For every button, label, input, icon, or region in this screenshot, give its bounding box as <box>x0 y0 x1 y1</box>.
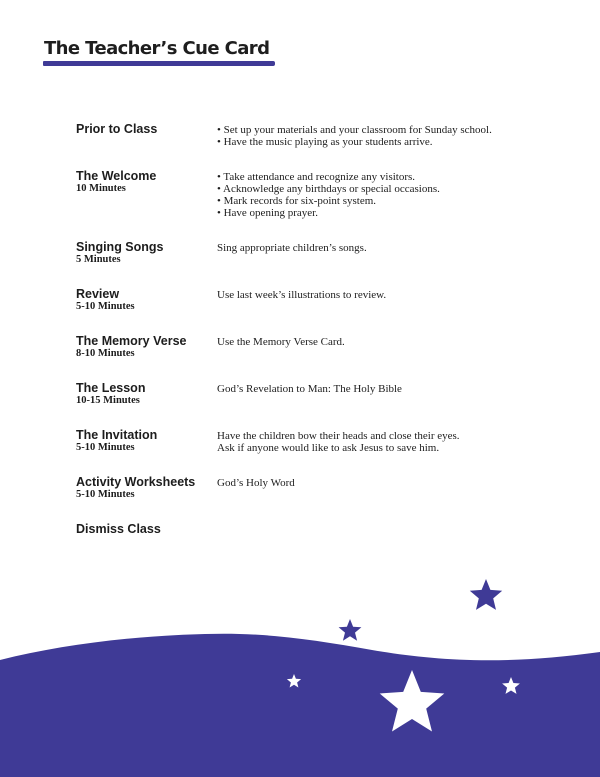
row-duration: 10-15 Minutes <box>76 395 140 406</box>
description-line: • Set up your materials and your classroom for Sunday school. <box>217 124 492 136</box>
description-line: Use last week’s illustrations to review. <box>217 289 387 301</box>
row-description <box>217 242 517 254</box>
description-line: God’s Holy Word <box>217 477 295 489</box>
description-line: • Have opening prayer. <box>217 207 318 219</box>
row-duration: 10 Minutes <box>76 183 126 194</box>
title-underline <box>43 61 275 66</box>
row-duration: 8-10 Minutes <box>76 348 135 359</box>
description-line: • Acknowledge any birthdays or special occasions. <box>217 183 440 195</box>
description-line: Sing appropriate children’s songs. <box>217 242 367 254</box>
row-description <box>217 336 517 348</box>
description-line: Have the children bow their heads and close their eyes. <box>217 430 460 442</box>
description-line: Use the Memory Verse Card. <box>217 336 345 348</box>
row-heading: The Welcome <box>76 169 157 183</box>
row-description <box>217 171 517 219</box>
row-description <box>217 383 517 395</box>
description-line: • Take attendance and recognize any visitors. <box>217 171 416 183</box>
row-heading: The Lesson <box>76 381 146 395</box>
row-heading: The Invitation <box>76 428 158 442</box>
row-heading: Singing Songs <box>76 240 164 254</box>
row-heading: Prior to Class <box>76 122 158 136</box>
page-title: The Teacher’s Cue Card <box>44 38 270 59</box>
row-description <box>217 430 517 454</box>
row-heading: Dismiss Class <box>76 522 161 536</box>
row-duration: 5-10 Minutes <box>76 489 135 500</box>
row-duration: 5-10 Minutes <box>76 442 135 453</box>
star-icon <box>470 579 502 610</box>
row-description <box>217 477 517 489</box>
description-line: Ask if anyone would like to ask Jesus to save him. <box>217 442 440 454</box>
description-line: • Have the music playing as your students arrive. <box>217 136 433 148</box>
night-sky-decoration <box>0 570 600 777</box>
row-description <box>217 289 517 301</box>
row-heading: Review <box>76 287 120 301</box>
row-duration: 5 Minutes <box>76 254 121 265</box>
description-line: God’s Revelation to Man: The Holy Bible <box>217 383 402 395</box>
row-heading: Activity Worksheets <box>76 475 196 489</box>
row-heading: The Memory Verse <box>76 334 187 348</box>
wave-background <box>0 634 600 777</box>
description-line: • Mark records for six-point system. <box>217 195 377 207</box>
row-description <box>217 124 517 148</box>
star-icon <box>339 619 362 641</box>
row-duration: 5-10 Minutes <box>76 301 135 312</box>
